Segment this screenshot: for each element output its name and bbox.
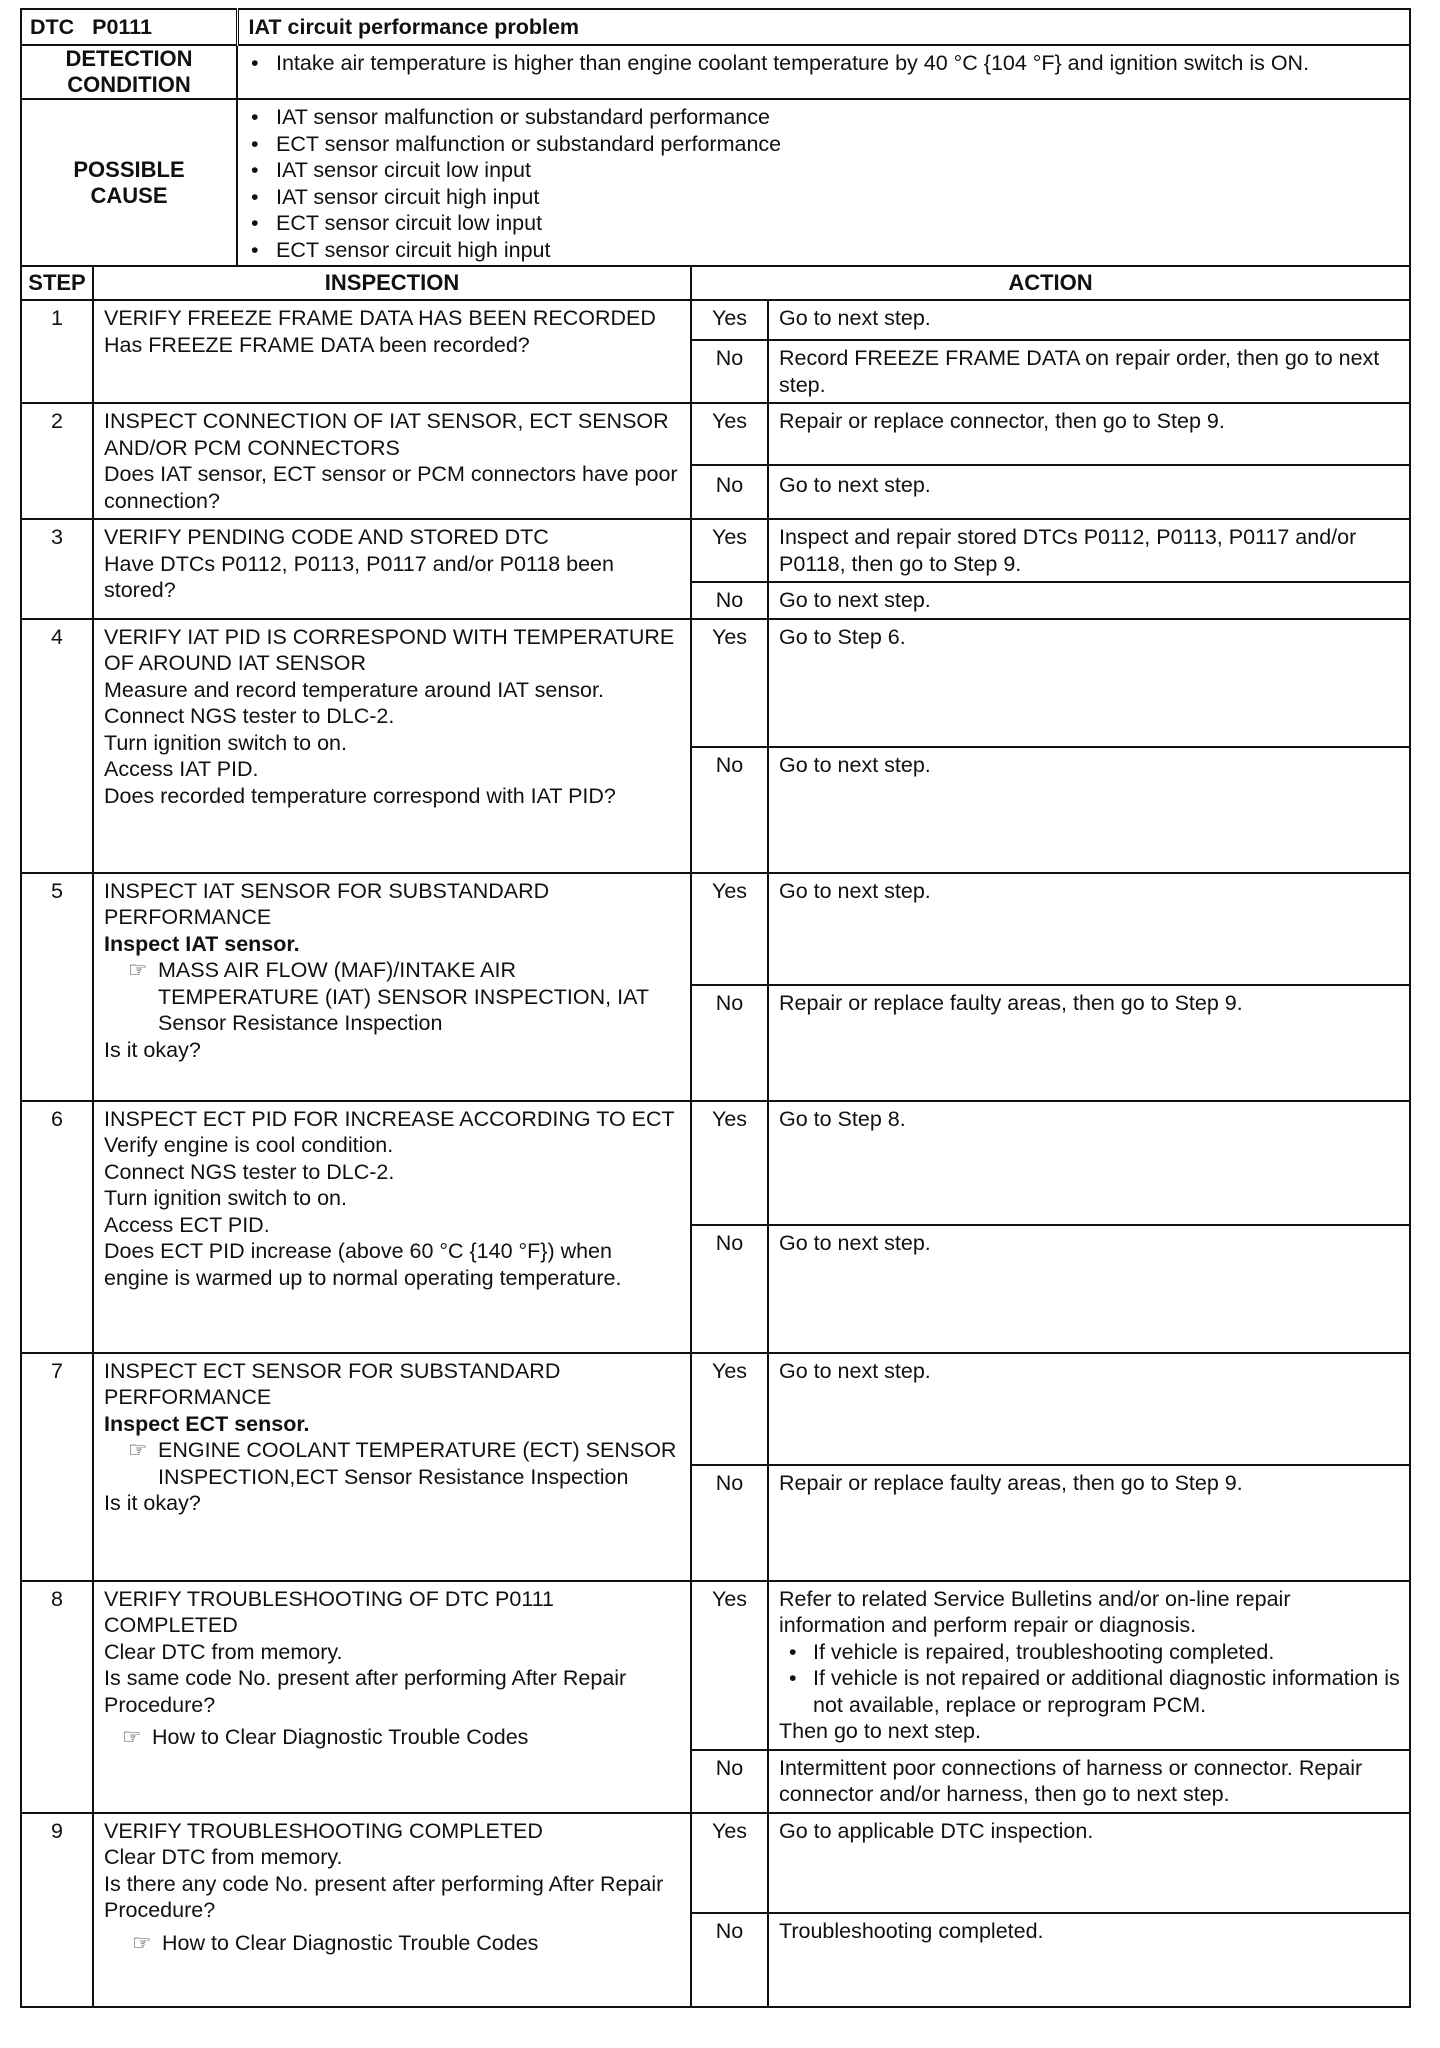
no-action: Intermittent poor connections of harness or connector. Repair connector and/or harness, then go to next step. bbox=[768, 1750, 1410, 1813]
step-row bbox=[21, 1813, 1410, 1913]
step-line: Measure and record temperature around IAT sensor. bbox=[104, 677, 604, 702]
step-heading: INSPECT ECT PID FOR INCREASE ACCORDING TO ECT bbox=[104, 1106, 675, 1131]
reference-text[interactable]: ENGINE COOLANT TEMPERATURE (ECT) SENSOR INSPECTION,ECT Sensor Resistance Inspection bbox=[158, 1438, 677, 1489]
cause-item: • ECT sensor malfunction or substandard performance bbox=[276, 131, 1403, 158]
no-label: No bbox=[691, 747, 768, 873]
step-line: Does IAT sensor, ECT sensor or PCM connectors have poor connection? bbox=[104, 462, 678, 513]
no-label: No bbox=[691, 1750, 768, 1813]
step-number: 6 bbox=[21, 1101, 93, 1353]
step-number: 3 bbox=[21, 519, 93, 619]
step-line: Clear DTC from memory. bbox=[104, 1639, 343, 1664]
step-inspection bbox=[93, 519, 691, 619]
no-label: No bbox=[691, 985, 768, 1101]
action-bullet: • If vehicle is repaired, troubleshooting completed. bbox=[813, 1639, 1401, 1666]
step-row bbox=[21, 403, 1410, 465]
yes-label: Yes bbox=[691, 1581, 768, 1750]
yes-action bbox=[768, 1581, 1410, 1750]
reference-text[interactable]: How to Clear Diagnostic Trouble Codes bbox=[162, 1930, 539, 1955]
step-row bbox=[21, 1353, 1410, 1465]
step-heading: INSPECT CONNECTION OF IAT SENSOR, ECT SENSOR AND/OR PCM CONNECTORS bbox=[104, 409, 669, 460]
step-reference bbox=[104, 1724, 682, 1751]
reference-text[interactable]: MASS AIR FLOW (MAF)/INTAKE AIR TEMPERATURE (IAT) SENSOR INSPECTION, IAT Sensor Resistance Inspection bbox=[158, 958, 649, 1035]
step-number: 2 bbox=[21, 403, 93, 519]
yes-action: Go to next step. bbox=[768, 1353, 1410, 1465]
yes-label: Yes bbox=[691, 1101, 768, 1225]
no-action: Repair or replace faulty areas, then go to Step 9. bbox=[768, 985, 1410, 1101]
yes-label: Yes bbox=[691, 300, 768, 340]
step-inspection bbox=[93, 1101, 691, 1353]
step-heading: INSPECT IAT SENSOR FOR SUBSTANDARD PERFORMANCE bbox=[104, 878, 550, 929]
reference-icon: ☞ bbox=[122, 1725, 142, 1749]
step-line: Does recorded temperature correspond with IAT PID? bbox=[104, 783, 616, 808]
yes-action: Go to next step. bbox=[768, 300, 1410, 340]
step-inspection bbox=[93, 1353, 691, 1581]
no-label: No bbox=[691, 582, 768, 619]
cause-list bbox=[237, 99, 1410, 266]
detection-conditions bbox=[237, 45, 1410, 99]
no-action: Go to next step. bbox=[768, 747, 1410, 873]
reference-icon: ☞ bbox=[132, 1930, 152, 1955]
step-heading: VERIFY FREEZE FRAME DATA HAS BEEN RECORDED bbox=[104, 306, 656, 330]
cause-item: • ECT sensor circuit low input bbox=[276, 210, 1403, 237]
yes-label: Yes bbox=[691, 873, 768, 985]
yes-action: Go to applicable DTC inspection. bbox=[768, 1813, 1410, 1913]
dtc-label: DTC bbox=[30, 14, 75, 39]
no-action: Go to next step. bbox=[768, 465, 1410, 519]
step-heading: VERIFY IAT PID IS CORRESPOND WITH TEMPERATURE OF AROUND IAT SENSOR bbox=[104, 624, 675, 675]
yes-action: Go to next step. bbox=[768, 873, 1410, 985]
action-bullet: • If vehicle is not repaired or additional diagnostic information is not available, replace or reprogram PCM. bbox=[813, 1665, 1401, 1718]
step-heading: VERIFY PENDING CODE AND STORED DTC bbox=[104, 525, 549, 549]
cause-label-text: POSSIBLE CAUSE bbox=[73, 156, 185, 208]
step-line: Access IAT PID. bbox=[104, 757, 259, 781]
step-line: Have DTCs P0112, P0113, P0117 and/or P0118 been stored? bbox=[104, 551, 614, 602]
no-label: No bbox=[691, 340, 768, 403]
step-row bbox=[21, 1101, 1410, 1225]
step-row bbox=[21, 873, 1410, 985]
step-reference bbox=[104, 1437, 682, 1490]
step-line: Is there any code No. present after performing After Repair Procedure? bbox=[104, 1871, 664, 1922]
step-inspection bbox=[93, 619, 691, 873]
reference-text[interactable]: How to Clear Diagnostic Trouble Codes bbox=[152, 1725, 529, 1749]
step-number: 8 bbox=[21, 1581, 93, 1813]
yes-action-text: Refer to related Service Bulletins and/or on-line repair information and perform repair or diagnosis. bbox=[779, 1586, 1291, 1637]
cause-item: • ECT sensor circuit high input bbox=[276, 237, 1403, 264]
dtc-title: IAT circuit performance problem bbox=[237, 9, 1410, 45]
step-number: 9 bbox=[21, 1813, 93, 2007]
dtc-code-cell bbox=[21, 9, 237, 45]
step-number: 5 bbox=[21, 873, 93, 1101]
reference-icon: ☞ bbox=[128, 1438, 148, 1462]
no-label: No bbox=[691, 1225, 768, 1353]
step-line: Connect NGS tester to DLC-2. bbox=[104, 704, 395, 728]
step-line: Is it okay? bbox=[104, 1491, 201, 1515]
step-bold-line: Inspect IAT sensor. bbox=[104, 931, 300, 956]
no-action: Go to next step. bbox=[768, 1225, 1410, 1353]
inspection-column-header: INSPECTION bbox=[93, 266, 691, 300]
step-heading: VERIFY TROUBLESHOOTING COMPLETED bbox=[104, 1818, 543, 1843]
yes-action: Go to Step 8. bbox=[768, 1101, 1410, 1225]
step-number: 4 bbox=[21, 619, 93, 873]
step-row bbox=[21, 1581, 1410, 1750]
step-line: Connect NGS tester to DLC-2. bbox=[104, 1159, 395, 1184]
cause-item: • IAT sensor circuit high input bbox=[276, 184, 1403, 211]
step-inspection bbox=[93, 1581, 691, 1813]
yes-label: Yes bbox=[691, 619, 768, 747]
step-heading: VERIFY TROUBLESHOOTING OF DTC P0111 COMPLETED bbox=[104, 1586, 555, 1637]
action-column-header: ACTION bbox=[691, 266, 1410, 300]
dtc-document bbox=[20, 8, 1409, 2008]
step-line: Is same code No. present after performing After Repair Procedure? bbox=[104, 1666, 627, 1717]
step-reference bbox=[104, 1930, 682, 1957]
detection-item: • Intake air temperature is higher than engine coolant temperature by 40 °C {104 °F} and ignition switch is ON. bbox=[276, 50, 1403, 77]
step-row bbox=[21, 519, 1410, 582]
yes-action-after: Then go to next step. bbox=[779, 1719, 981, 1743]
step-column-header: STEP bbox=[21, 266, 93, 300]
no-action: Go to next step. bbox=[768, 582, 1410, 619]
step-line: Access ECT PID. bbox=[104, 1212, 270, 1237]
dtc-code: P0111 bbox=[92, 14, 152, 39]
no-label: No bbox=[691, 1913, 768, 2007]
no-label: No bbox=[691, 465, 768, 519]
yes-action: Repair or replace connector, then go to Step 9. bbox=[768, 403, 1410, 465]
detection-label bbox=[21, 45, 237, 99]
step-heading: INSPECT ECT SENSOR FOR SUBSTANDARD PERFORMANCE bbox=[104, 1358, 561, 1409]
step-line: Has FREEZE FRAME DATA been recorded? bbox=[104, 332, 530, 357]
no-action: Troubleshooting completed. bbox=[768, 1913, 1410, 2007]
step-inspection bbox=[93, 300, 691, 403]
column-header-row bbox=[21, 266, 1410, 300]
step-line: Turn ignition switch to on. bbox=[104, 1186, 347, 1210]
step-line: Does ECT PID increase (above 60 °C {140 °F}) when engine is warmed up to normal operating temperature. bbox=[104, 1239, 622, 1290]
yes-label: Yes bbox=[691, 1353, 768, 1465]
step-number: 7 bbox=[21, 1353, 93, 1581]
step-inspection bbox=[93, 1813, 691, 2007]
dtc-table bbox=[20, 8, 1411, 2008]
yes-label: Yes bbox=[691, 519, 768, 582]
step-row bbox=[21, 619, 1410, 747]
step-line: Clear DTC from memory. bbox=[104, 1845, 343, 1869]
no-action: Repair or replace faulty areas, then go to Step 9. bbox=[768, 1465, 1410, 1581]
no-action: Record FREEZE FRAME DATA on repair order, then go to next step. bbox=[768, 340, 1410, 403]
step-bold-line: Inspect ECT sensor. bbox=[104, 1411, 310, 1436]
step-reference bbox=[104, 957, 682, 1037]
step-inspection bbox=[93, 873, 691, 1101]
step-line: Turn ignition switch to on. bbox=[104, 730, 347, 755]
step-number: 1 bbox=[21, 300, 93, 403]
yes-label: Yes bbox=[691, 403, 768, 465]
reference-icon: ☞ bbox=[128, 958, 148, 982]
step-line: Is it okay? bbox=[104, 1037, 201, 1062]
step-row bbox=[21, 300, 1410, 340]
cause-item: • IAT sensor circuit low input bbox=[276, 157, 1403, 184]
yes-action: Inspect and repair stored DTCs P0112, P0113, P0117 and/or P0118, then go to Step 9. bbox=[768, 519, 1410, 582]
cause-item: • IAT sensor malfunction or substandard performance bbox=[276, 104, 1403, 131]
step-line: Verify engine is cool condition. bbox=[104, 1133, 394, 1157]
header-row bbox=[21, 9, 1410, 45]
cause-label bbox=[21, 99, 237, 266]
yes-action: Go to Step 6. bbox=[768, 619, 1410, 747]
yes-label: Yes bbox=[691, 1813, 768, 1913]
cause-row bbox=[21, 99, 1410, 266]
no-label: No bbox=[691, 1465, 768, 1581]
detection-label-text: DETECTION CONDITION bbox=[65, 46, 193, 97]
detection-row bbox=[21, 45, 1410, 99]
step-inspection bbox=[93, 403, 691, 519]
